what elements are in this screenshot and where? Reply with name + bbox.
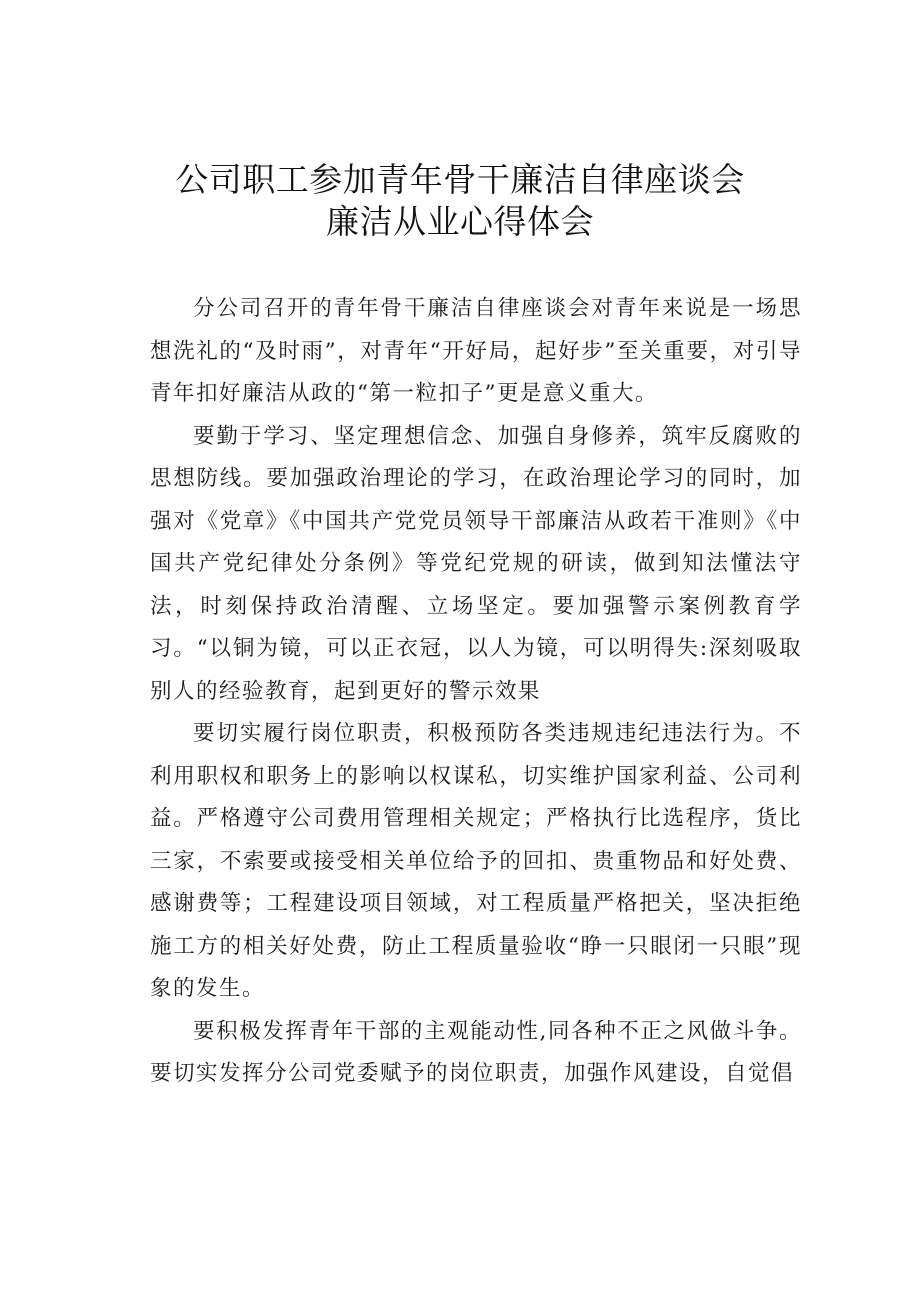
- document-title-line-2: 廉洁从业心得体会: [326, 202, 594, 241]
- paragraph-1: 分公司召开的青年骨干廉洁自律座谈会对青年来说是一场思想洗礼的“及时雨”，对青年“开好局，起好步”至关重要，对引导青年扣好廉洁从政的“第一粒扣子”更是意义重大。: [150, 296, 802, 406]
- paragraph-3: 要切实履行岗位职责，积极预防各类违规违纪违法行为。不利用职权和职务上的影响以权谋私，切实维护国家利益、公司利益。严格遵守公司费用管理相关规定；严格执行比选程序，货比三家，不索要或接受相关单位给予的回扣、贵重物品和好处费、感谢费等；工程建设项目领域，对工程质量严格把关，坚决拒绝施工方的相关好处费，防止工程质量验收“睁一只眼闭一只眼”现象的发生。: [150, 721, 802, 1001]
- document-title-line-1: 公司职工参加青年骨干廉洁自律座谈会: [175, 160, 745, 199]
- paragraph-4: 要积极发挥青年干部的主观能动性,同各种不正之风做斗争。要切实发挥分公司党委赋予的岗位职责，加强作风建设，自觉倡: [150, 1018, 802, 1086]
- paragraph-2: 要勤于学习、坚定理想信念、加强自身修养，筑牢反腐败的思想防线。要加强政治理论的学习，在政治理论学习的同时，加强对《党章》《中国共产党党员领导干部廉洁从政若干准则》《中国共产党纪律处分条例》等党纪党规的研读，做到知法懂法守法，时刻保持政治清醒、立场坚定。要加强警示案例教育学习。“以铜为镜，可以正衣冠，以人为镜，可以明得失:深刻吸取别人的经验教育，起到更好的警示效果: [150, 423, 802, 704]
- document-body: [150, 288, 802, 1096]
